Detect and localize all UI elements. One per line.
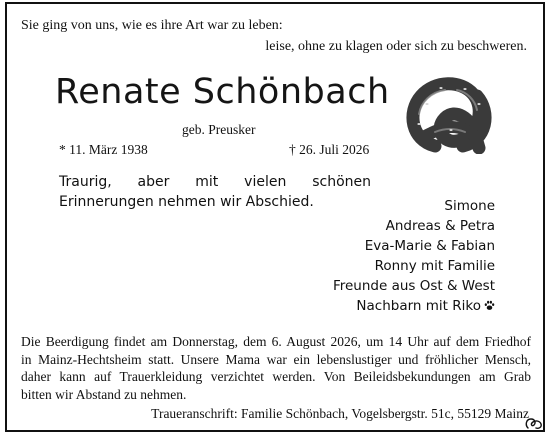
deceased-name: Renate Schönbach: [55, 72, 390, 112]
mourner-item: Nachbarn mit Riko: [333, 296, 495, 316]
mourning-address: Traueranschrift: Familie Schönbach, Vogelsbergstr. 51c, 55129 Mainz: [151, 406, 529, 421]
motto-line-1: Sie ging von uns, wie es ihre Art war zu leben:: [21, 18, 283, 33]
pretzel-icon: [405, 74, 493, 154]
death-date: † 26. Juli 2026: [289, 142, 370, 157]
birth-date: * 11. März 1938: [59, 142, 148, 157]
mourners-list: [333, 196, 495, 316]
mourner-item: Eva-Marie & Fabian: [364, 238, 495, 254]
mourner-item: Simone: [444, 198, 495, 214]
mourner-item: Ronny mit Familie: [374, 258, 495, 274]
mourner-item: Andreas & Petra: [385, 218, 495, 234]
birth-name: geb. Preusker: [182, 122, 256, 137]
paw-icon: [484, 300, 495, 311]
pretzel-corner-icon: [525, 416, 543, 430]
obituary-notice: [5, 2, 545, 432]
funeral-line: Die Beerdigung findet am Donnerstag, dem 6. August 2026, um 14 Uhr auf dem Friedhof: [21, 334, 531, 349]
motto-line-2: leise, ohne zu klagen oder sich zu beschweren.: [265, 39, 527, 54]
mourner-item: Freunde aus Ost & West: [332, 278, 495, 294]
funeral-line: in Mainz-Hechtsheim statt. Unsere Mama war ein lebenslustiger und fröhlicher Mensch,: [21, 351, 531, 367]
funeral-line: bitten wir Abstand zu nehmen.: [21, 386, 187, 402]
funeral-line: daher kann auf Trauerkleidung verzichtet werden. Von Beileidsbekundungen am Grab: [21, 369, 531, 384]
funeral-information: [21, 333, 531, 403]
farewell-sentence: Traurig, aber mit vielen schönen Erinnerungen nehmen wir Abschied.: [59, 174, 371, 210]
